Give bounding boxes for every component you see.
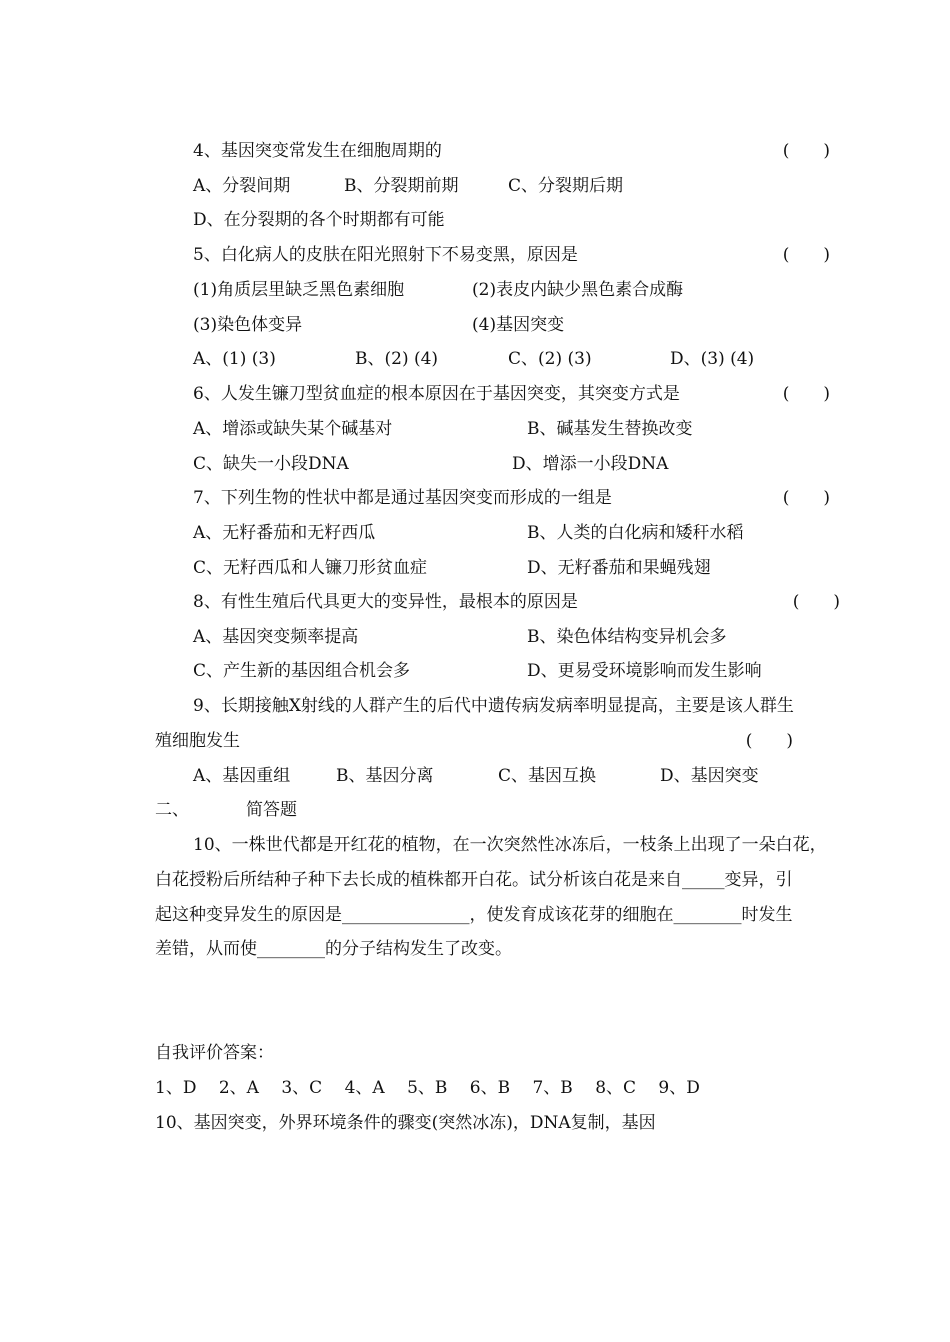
q4-stem: 4、基因突变常发生在细胞周期的 (193, 141, 442, 161)
q5-answer-blank: ( ) (782, 245, 830, 265)
q7-answer-blank: ( ) (782, 488, 830, 508)
q5-statement-4: (4)基因突变 (472, 315, 565, 335)
q6-answer-blank: ( ) (782, 384, 830, 404)
answers-q10: 10、基因突变，外界环境条件的骤变(突然冰冻)，DNA复制，基因 (155, 1113, 656, 1133)
answers-title: 自我评价答案： (155, 1043, 274, 1063)
q5-statement-1: (1)角质层里缺乏黑色素细胞 (193, 280, 405, 300)
q10-line2: 白花授粉后所结种子种下去长成的植株都开白花。试分析该白花是来自_____变异，引 (155, 870, 793, 890)
q5-option-d: D、(3) (4) (670, 349, 755, 369)
q7-option-c: C、无籽西瓜和人镰刀形贫血症 (193, 558, 428, 578)
q5-statement-2: (2)表皮内缺少黑色素合成酶 (472, 280, 684, 300)
q10-line3: 起这种变异发生的原因是_______________，使发育成该花芽的细胞在________时发生 (155, 905, 793, 925)
q7-option-a: A、无籽番茄和无籽西瓜 (193, 523, 376, 543)
q5-option-b: B、(2) (4) (355, 349, 439, 369)
q6-option-d: D、增添一小段DNA (512, 454, 669, 474)
q6-option-a: A、增添或缺失某个碱基对 (193, 419, 393, 439)
q5-stem: 5、白化病人的皮肤在阳光照射下不易变黑，原因是 (193, 245, 578, 265)
q9-answer-blank: ( ) (745, 731, 793, 751)
q6-option-b: B、碱基发生替换改变 (527, 419, 693, 439)
q4-option-a: A、分裂间期 (193, 176, 291, 196)
q7-option-b: B、人类的白化病和矮秆水稻 (527, 523, 744, 543)
q8-option-b: B、染色体结构变异机会多 (527, 627, 727, 647)
q5-option-a: A、(1) (3) (193, 349, 276, 369)
section-title: 简答题 (246, 800, 297, 820)
q4-row (193, 139, 830, 163)
q5-statement-3: (3)染色体变异 (193, 315, 303, 335)
q8-option-d: D、更易受环境影响而发生影响 (527, 661, 762, 681)
q9-stem-line2: 殖细胞发生 (155, 731, 240, 751)
q8-option-c: C、产生新的基因组合机会多 (193, 661, 411, 681)
q6-option-c: C、缺失一小段DNA (193, 454, 349, 474)
q9-option-c: C、基因互换 (498, 766, 597, 786)
section-number: 二、 (155, 800, 189, 820)
q8-answer-blank: ( ) (792, 592, 840, 612)
q8-stem: 8、有性生殖后代具更大的变异性，最根本的原因是 (193, 592, 578, 612)
q4-option-d: D、在分裂期的各个时期都有可能 (193, 210, 445, 230)
q8-option-a: A、基因突变频率提高 (193, 627, 359, 647)
q9-option-a: A、基因重组 (193, 766, 291, 786)
q7-row (193, 486, 830, 510)
q9-stem-line1: 9、长期接触X射线的人群产生的后代中遗传病发病率明显提高，主要是该人群生 (193, 696, 794, 716)
q7-option-d: D、无籽番茄和果蝇残翅 (527, 558, 711, 578)
q6-row (193, 382, 830, 406)
q10-line4: 差错，从而使________的分子结构发生了改变。 (155, 939, 512, 959)
q4-answer-blank: ( ) (782, 141, 830, 161)
q6-stem: 6、人发生镰刀型贫血症的根本原因在于基因突变，其突变方式是 (193, 384, 680, 404)
q7-stem: 7、下列生物的性状中都是通过基因突变而形成的一组是 (193, 488, 612, 508)
q9-option-d: D、基因突变 (660, 766, 759, 786)
q5-row (193, 243, 830, 267)
answers-multiple-choice: 1、D 2、A 3、C 4、A 5、B 6、B 7、B 8、C 9、D (155, 1078, 700, 1098)
q4-option-b: B、分裂期前期 (344, 176, 459, 196)
q8-row (193, 590, 840, 614)
q10-line1: 10、一株世代都是开红花的植物，在一次突然性冰冻后，一枝条上出现了一朵白花， (193, 835, 827, 855)
q9-row (155, 729, 793, 753)
q9-option-b: B、基因分离 (336, 766, 434, 786)
q4-option-c: C、分裂期后期 (508, 176, 624, 196)
q5-option-c: C、(2) (3) (508, 349, 592, 369)
